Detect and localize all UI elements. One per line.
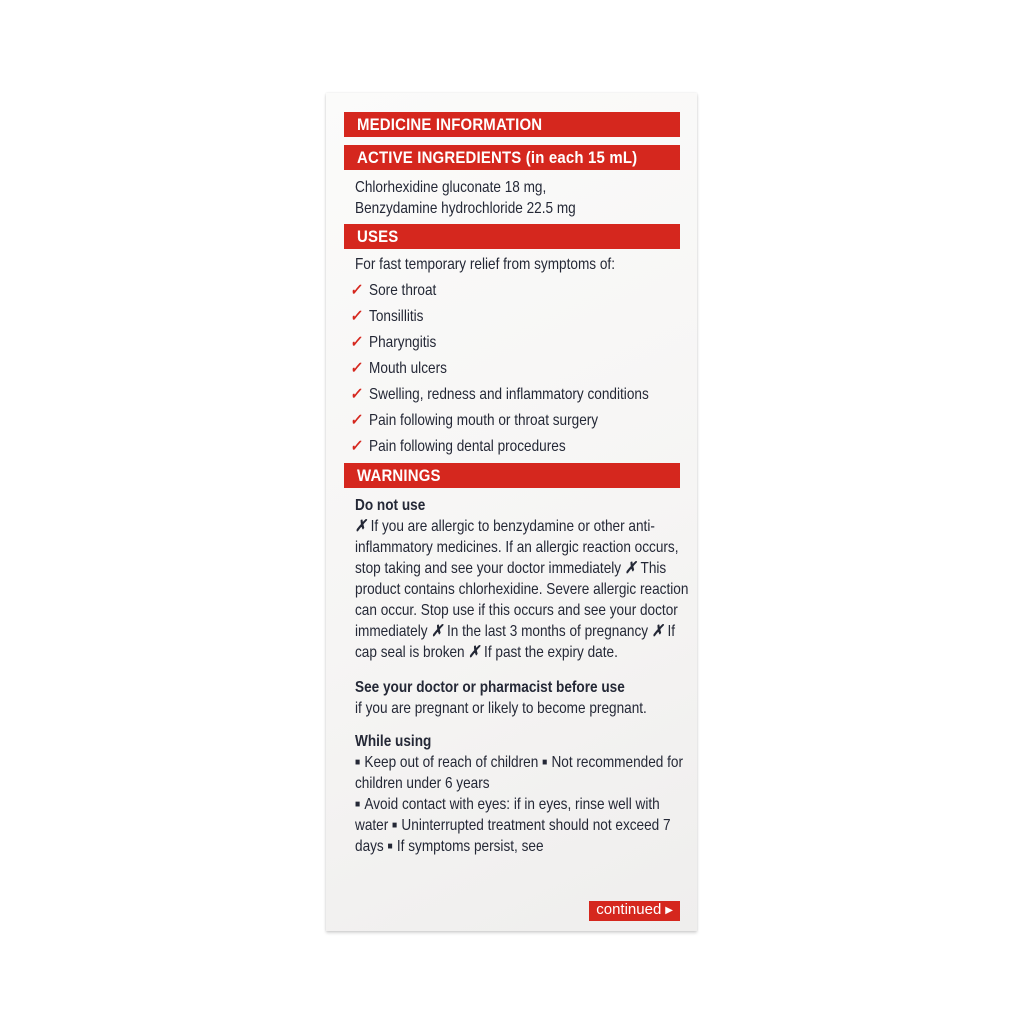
medicine-information-header (344, 112, 680, 137)
see-doctor-text: if you are pregnant or likely to become pregnant. (355, 700, 647, 717)
uses-item (350, 304, 686, 330)
see-doctor-section (355, 677, 691, 719)
bullet-icon: ■ (392, 820, 398, 831)
medicine-information-header-label: MEDICINE INFORMATION (357, 114, 543, 134)
warnings-header-label: WARNINGS (357, 465, 441, 485)
medicine-label-panel (326, 93, 697, 931)
check-icon: ✓ (350, 438, 362, 455)
continued-row (589, 901, 680, 921)
continued-label: continued (596, 901, 662, 918)
uses-item (350, 382, 686, 408)
cross-icon: ✗ (651, 623, 664, 640)
check-icon: ✓ (350, 308, 362, 325)
ingredient-line (355, 198, 691, 219)
while-using-section (355, 731, 691, 857)
active-ingredients-header (344, 145, 680, 170)
bullet-icon: ■ (387, 841, 393, 852)
uses-item-label: Pharyngitis (369, 334, 437, 351)
while-using-title: While using (355, 733, 432, 750)
while-using-text-1: ■ Keep out of reach of children ■ Not recommended for children under 6 years (355, 754, 683, 792)
uses-header-label: USES (357, 226, 399, 246)
uses-item-label: Mouth ulcers (369, 360, 447, 377)
ingredient-line-label: Chlorhexidine gluconate 18 mg, (355, 179, 547, 196)
cross-icon: ✗ (624, 560, 637, 577)
uses-intro: For fast temporary relief from symptoms of: (355, 256, 615, 273)
see-doctor-title: See your doctor or pharmacist before use (355, 679, 625, 696)
active-ingredients-text (355, 177, 691, 219)
uses-item-label: Pain following dental procedures (369, 438, 566, 455)
do-not-use-text: ✗ If you are allergic to benzydamine or other anti-inflammatory medicines. If an allergic reaction occurs, stop taking and see your doctor immediately ✗ This product contains chlorhexidine. Severe allergic reaction can occur. Stop use if this occurs and see your doctor immediately ✗ In the last 3 months of pregnancy ✗ If cap seal is broken ✗ If past the expiry date. (355, 518, 689, 661)
uses-header (344, 224, 680, 249)
bullet-icon: ■ (355, 757, 361, 768)
uses-item (350, 434, 686, 460)
continued-badge (589, 901, 680, 921)
cross-icon: ✗ (355, 518, 367, 535)
uses-item (350, 330, 686, 356)
uses-item-label: Sore throat (369, 282, 437, 299)
ingredient-line (355, 177, 691, 198)
cross-icon: ✗ (431, 623, 443, 640)
uses-item (350, 356, 686, 382)
check-icon: ✓ (350, 334, 362, 351)
bullet-icon: ■ (355, 799, 361, 810)
uses-item (350, 278, 686, 304)
uses-item-label: Pain following mouth or throat surgery (369, 412, 599, 429)
uses-item-label: Tonsillitis (369, 308, 424, 325)
bullet-icon: ■ (542, 757, 548, 768)
while-using-text-2: ■ Avoid contact with eyes: if in eyes, rinse well with water ■ Uninterrupted treatment should not exceed 7 days ■ If symptoms persist, see (355, 796, 671, 855)
check-icon: ✓ (350, 282, 362, 299)
cross-icon: ✗ (468, 644, 480, 661)
do-not-use-title: Do not use (355, 497, 426, 514)
check-icon: ✓ (350, 386, 362, 403)
check-icon: ✓ (350, 360, 362, 377)
warnings-header (344, 463, 680, 488)
uses-item-label: Swelling, redness and inflammatory conditions (369, 386, 649, 403)
check-icon: ✓ (350, 412, 362, 429)
uses-list (350, 278, 686, 460)
do-not-use-section (355, 495, 691, 663)
uses-item (350, 408, 686, 434)
arrow-right-icon: ▶ (665, 905, 673, 916)
active-ingredients-header-label: ACTIVE INGREDIENTS (in each 15 mL) (357, 147, 638, 167)
ingredient-line-label: Benzydamine hydrochloride 22.5 mg (355, 200, 576, 217)
